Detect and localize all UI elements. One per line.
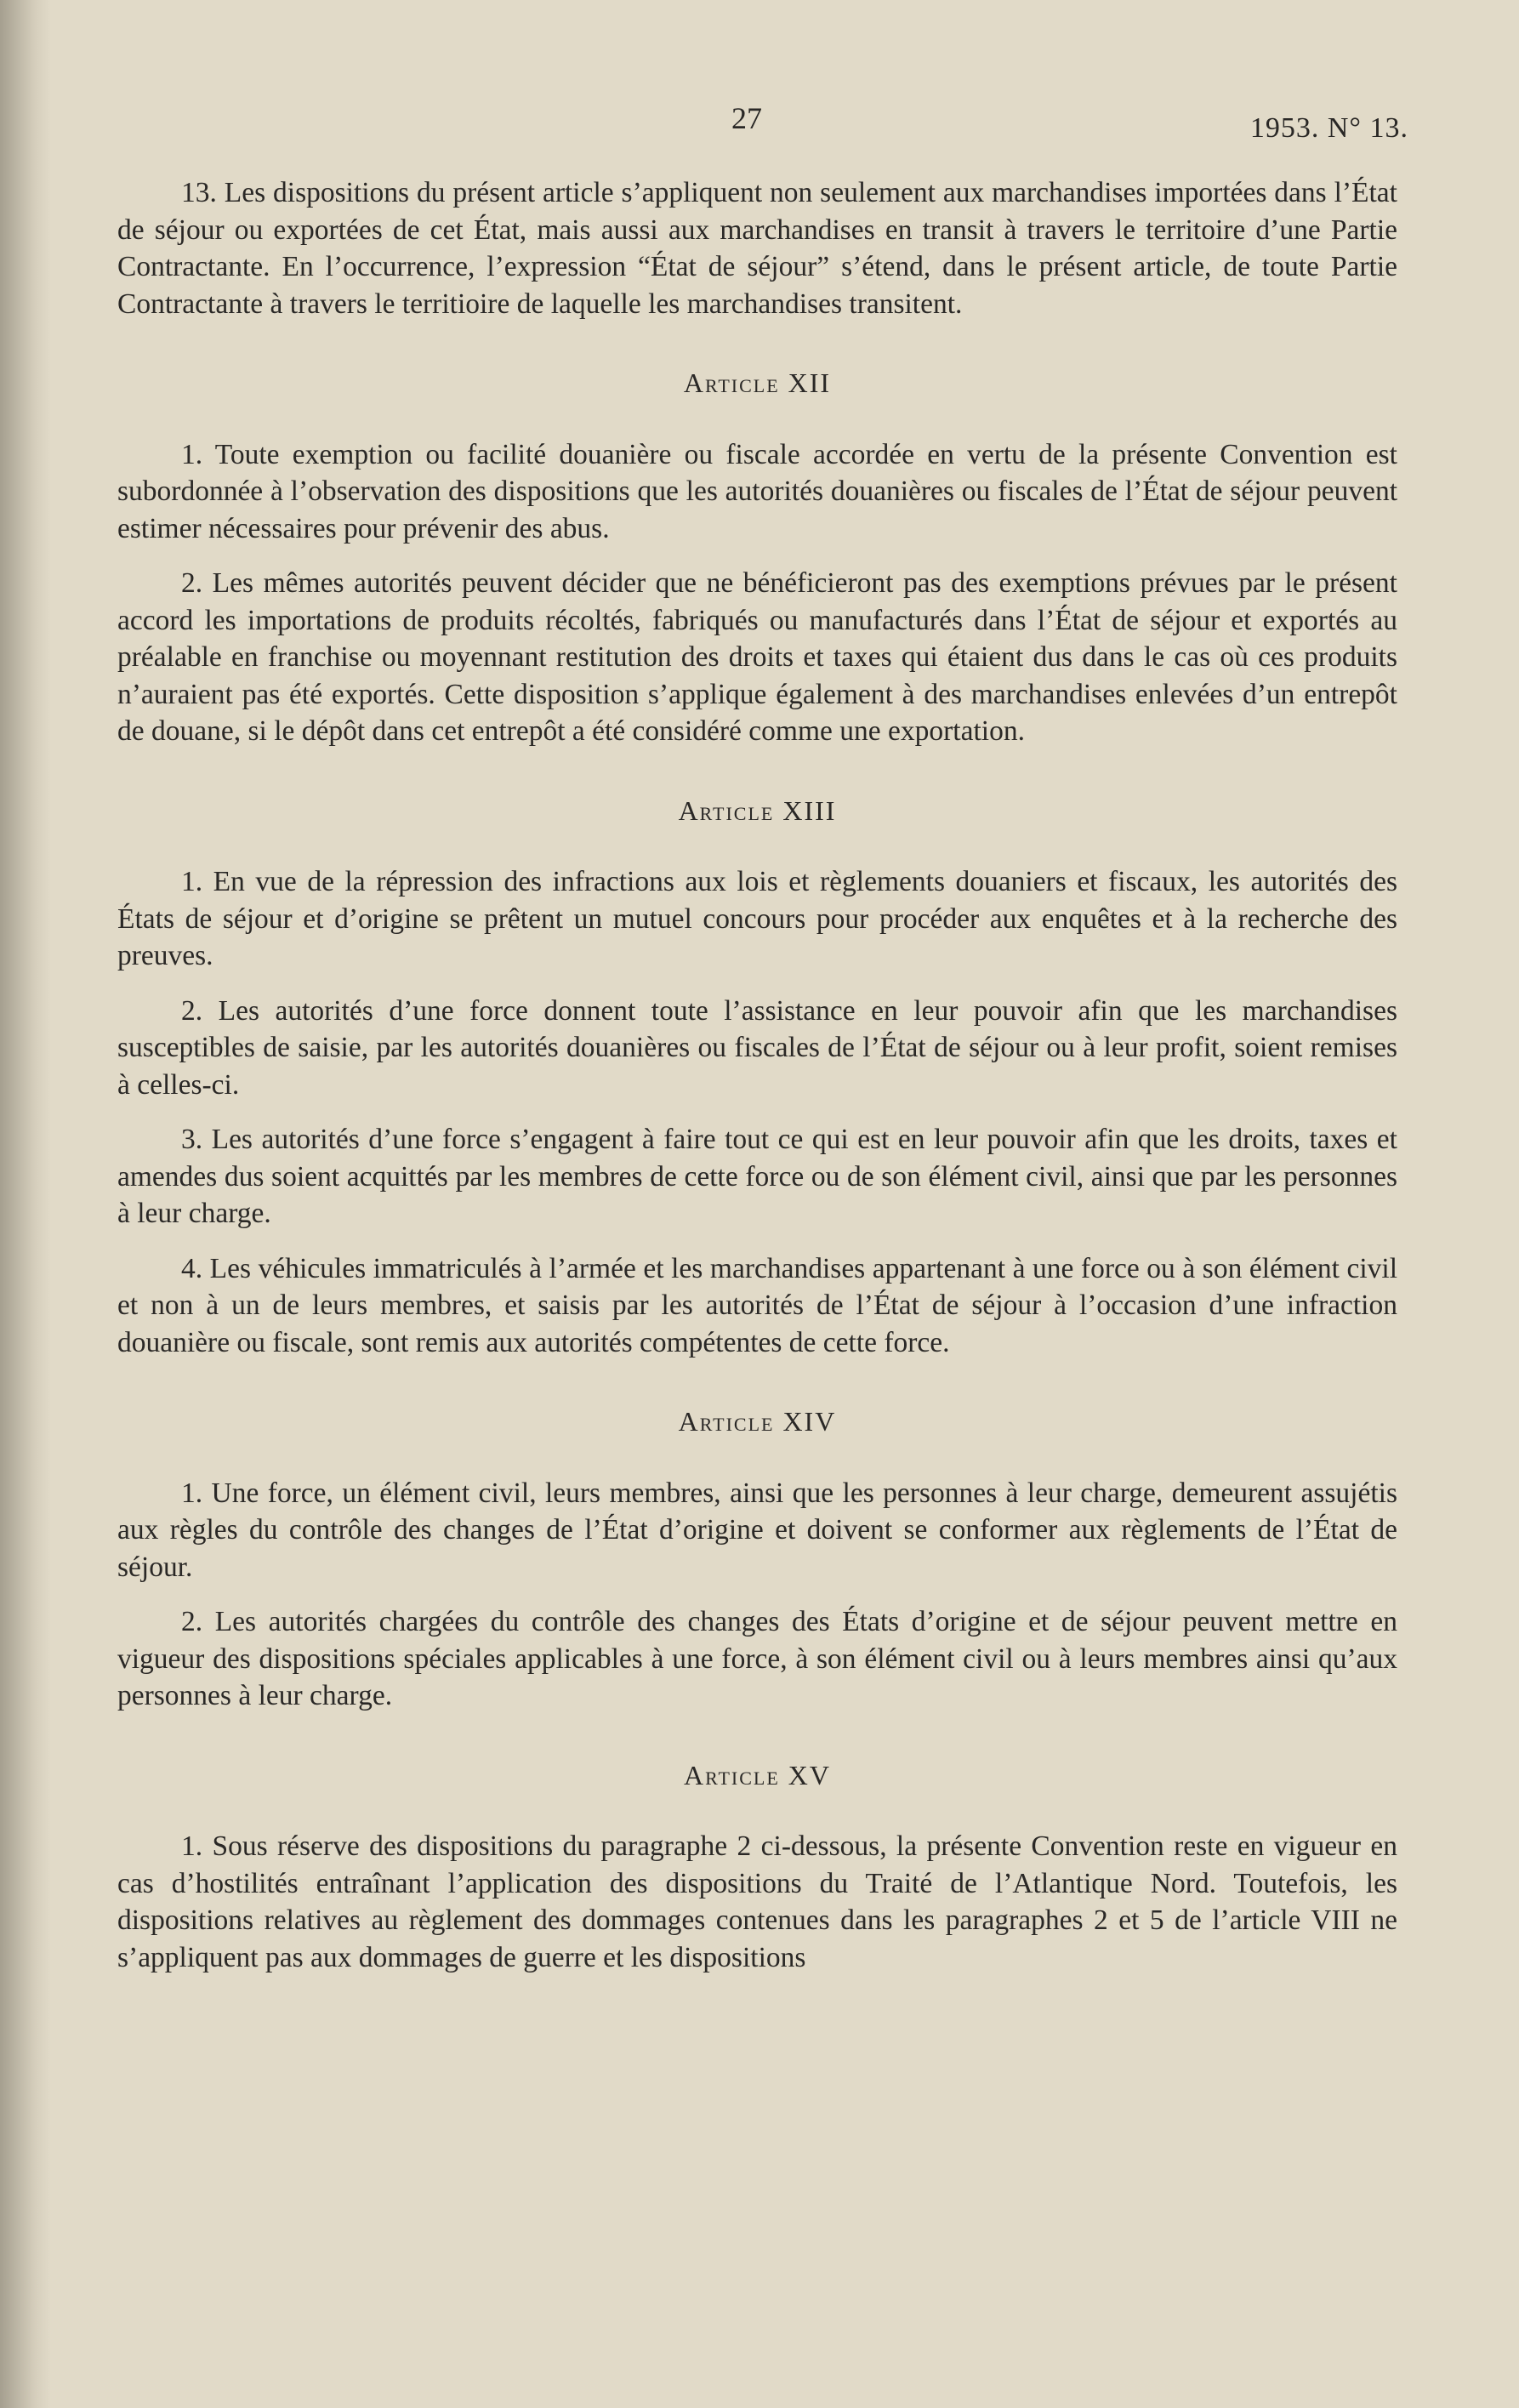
paragraph: 13. Les dispositions du présent article s’appliquent non seulement aux marchandises importées dans l’État de séjour ou exportées de cet État, mais aussi aux marchandises en transit à travers le territoire d’une Partie Contractante. En l’occurrence, l’expression “État de séjour” s’étend, dans le présent article, de toute Partie Contractante à travers le territioire de laquelle les marchandises transitent. [117,177,1397,320]
paragraph: 1. Sous réserve des dispositions du paragraphe 2 ci-dessous, la présente Convention reste en vigueur en cas d’hostilités entraînant l’application des dispositions du Traité de l’Atlantique Nord. Toutefois, les dispositions relatives au règlement des dommages contenues dans les paragraphes 2 et 5 de l’article VIII ne s’appliquent pas aux dommages de guerre et les dispositions [117,1830,1397,1973]
paragraph: 1. En vue de la répression des infractions aux lois et règlements douaniers et fiscaux, les autorités des États de séjour et d’origine se prêtent un mutuel concours pour procéder aux enquêtes et à la recherche des preuves. [117,866,1397,971]
paragraph: 1. Toute exemption ou facilité douanière ou fiscale accordée en vertu de la présente Convention est subordonnée à l’observation des dispositions que les autorités douanières ou fiscales de l’État de séjour peuvent estimer nécessaires pour prévenir des abus. [117,438,1397,544]
running-head: 1953. N° 13. [1249,112,1408,144]
page-header [119,100,1408,151]
paragraph: 4. Les véhicules immatriculés à l’armée et les marchandises appartenant à une force ou à son élément civil et non à un de leurs membres, et saisis par les autorités de l’État de séjour à l’occasion d’une infraction douanière ou fiscale, sont remis aux autorités compétentes de cette force. [117,1252,1397,1358]
article-heading: Article XV [684,1759,831,1790]
paragraph: 3. Les autorités d’une force s’engagent à faire tout ce qui est en leur pouvoir afin que les droits, taxes et amendes dus soient acquittés par les membres de cette force ou de son élément civil, ainsi que par les personnes à leur charge. [117,1124,1397,1229]
paragraph: 1. Une force, un élément civil, leurs membres, ainsi que les personnes à leur charge, demeurent assujétis aux règles du contrôle des changes de l’État d’origine et doivent se conformer aux règlements de l’État de séjour. [117,1477,1397,1583]
article-heading: Article XIV [678,1406,837,1437]
page-number: 27 [731,101,762,135]
paragraph: 2. Les mêmes autorités peuvent décider que ne bénéficieront pas des exemptions prévues par le présent accord les importations de produits récoltés, fabriqués ou manufacturés dans l’État de séjour et exportés au préalable en franchise ou moyennant restitution des droits et taxes qui étaient dus dans le cas où ces produits n’auraient pas été exportés. Cette disposition s’applique également à des marchandises enlevées d’un entrepôt de douane, si le dépôt dans cet entrepôt a été considéré comme une exportation. [117,567,1397,747]
body-text [117,174,1397,1994]
paragraph: 2. Les autorités chargées du contrôle des changes des États d’origine et de séjour peuvent mettre en vigueur des dispositions spéciales applicables à une force, à son élément civil ou à leurs membres ainsi qu’aux personnes à leur charge. [117,1606,1397,1711]
article-heading: Article XII [683,367,832,398]
binding-shadow [0,0,51,2408]
article-heading: Article XIII [678,794,837,826]
paragraph: 2. Les autorités d’une force donnent toute l’assistance en leur pouvoir afin que les marchandises susceptibles de saisie, par les autorités douanières ou fiscales de l’État de séjour ou à leur profit, soient remises à celles-ci. [117,994,1397,1101]
